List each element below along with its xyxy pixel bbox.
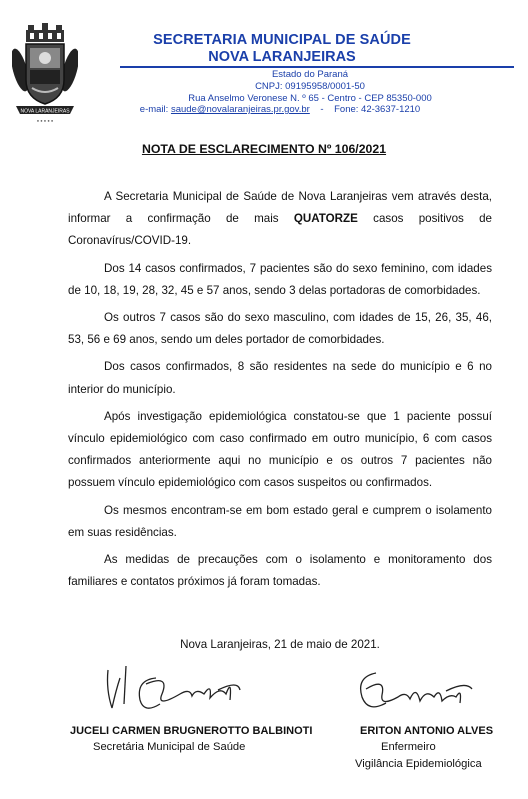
right-signatory-role: Enfermeiro [381, 741, 436, 753]
crest-banner-text: NOVA LARANJEIRAS [20, 108, 70, 115]
document-date: Nova Laranjeiras, 21 de maio de 2021. [180, 638, 380, 651]
left-signature [100, 660, 250, 722]
document-title: NOTA DE ESCLARECIMENTO Nº 106/2021 [141, 142, 387, 156]
paragraph-3: Os outros 7 casos são do sexo masculino, com idades de 15, 26, 35, 46, 53, 56 e 69 anos, sendo um deles portador de comorbidades. [68, 311, 492, 347]
paragraph-6: Os mesmos encontram-se em bom estado geral e cumprem o isolamento em suas residências. [68, 503, 492, 539]
email-label: e-mail: [139, 104, 171, 115]
header-address: Rua Anselmo Veronese N. º 65 - Centro - CEP 85350-000 [188, 93, 432, 104]
right-signatory-name: ERITON ANTONIO ALVES [360, 725, 494, 737]
header-cnpj: CNPJ: 09195958/0001-50 [255, 81, 365, 92]
paragraph-7: As medidas de precauções com o isolamento e monitoramento dos familiares e contatos próximos já foram tomadas. [68, 553, 492, 589]
header-divider [120, 66, 514, 68]
left-signatory-role: Secretária Municipal de Saúde [93, 741, 246, 753]
paragraph-4: Dos casos confirmados, 8 são residentes na sede do município e 6 no interior do município. [68, 360, 492, 396]
right-signature [346, 667, 486, 727]
paragraph-5: Após investigação epidemiológica constatou-se que 1 paciente possuí vínculo epidemiológico com caso confirmado em outro município, 6 com casos confirmados anteriormente aqui no município e os outros 7 pacientes não possuem vínculo epidemiológico com casos suspeitos ou confirmados. [68, 409, 492, 490]
paragraph-2: Dos 14 casos confirmados, 7 pacientes são do sexo feminino, com idades de 10, 18, 19, 28, 32, 45 e 57 anos, sendo 3 delas portadoras de comorbidades. [68, 261, 492, 297]
header-contact [110, 104, 450, 115]
right-signatory-department: Vigilância Epidemiológica [355, 758, 482, 770]
header-state: Estado do Paraná [271, 69, 349, 80]
contact-separator: - [320, 104, 324, 115]
svg-text:● ● ● ● ●: ● ● ● ● ● [36, 118, 54, 123]
left-signatory-name: JUCELI CARMEN BRUGNEROTTO BALBINOTI [70, 725, 313, 737]
document-body [68, 186, 492, 598]
header-org-line1: SECRETARIA MUNICIPAL DE SAÚDE [153, 32, 411, 48]
phone: Fone: 42-3637-1210 [334, 104, 421, 115]
header-org-line2: NOVA LARANJEIRAS [208, 49, 356, 65]
paragraph-1: A Secretaria Municipal de Saúde de Nova Laranjeiras vem através desta, informar a confirmação de mais QUATORZE casos positivos de Coronavírus/COVID-19. [68, 190, 492, 248]
email-link[interactable]: saude@novalaranjeiras.pr.gov.br [170, 104, 310, 115]
